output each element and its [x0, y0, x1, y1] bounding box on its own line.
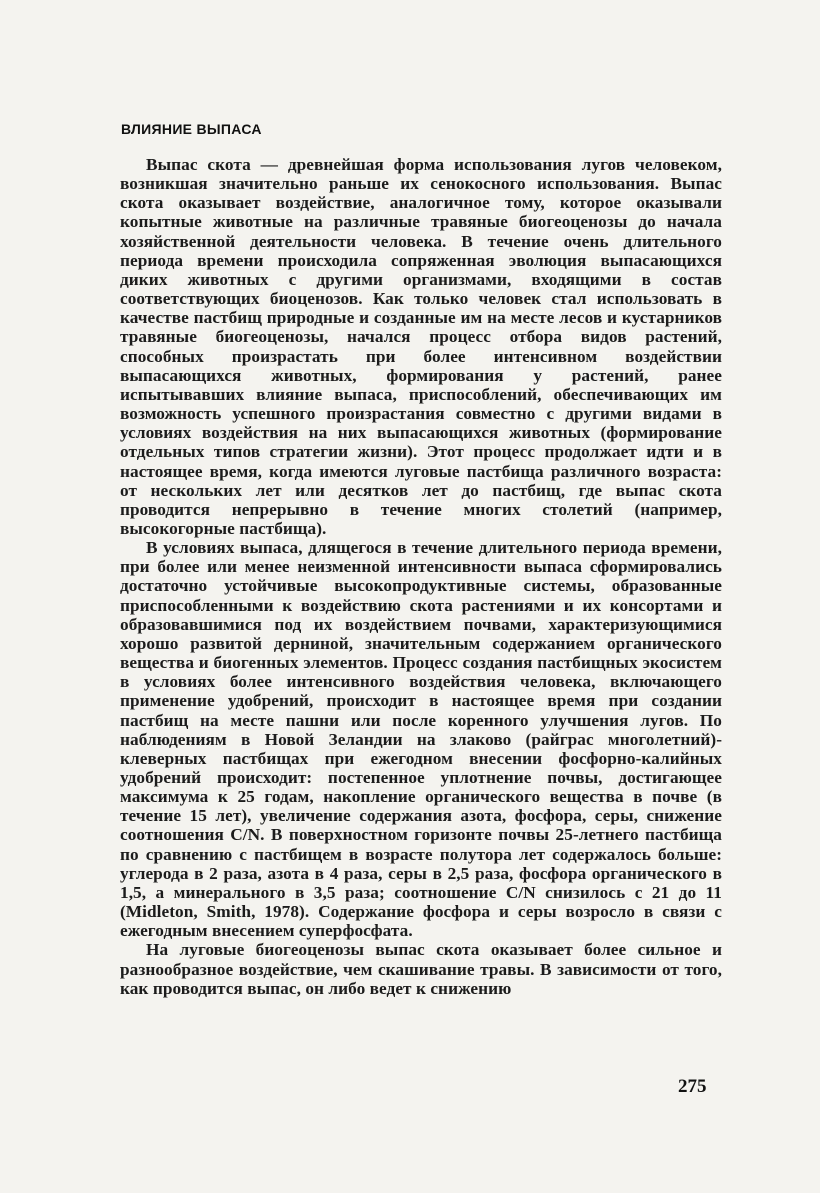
paragraph-1: Выпас скота — древнейшая форма использования лугов человеком, возникшая значительно раньше их сенокосного использования. Выпас скота оказывает воздействие, аналогичное тому, которое оказывали копытные животные на различные травяные биогеоценозы до начала хозяйственной деятельности человека. В течение очень длительного периода времени происходила сопряженная эволюция выпасающихся диких животных с другими организмами, входящими в состав соответствующих биоценозов. Как только человек стал использовать в качестве пастбищ природные и созданные им на месте лесов и кустарников травяные биогеоценозы, начался процесс отбора видов растений, способных произрастать при более интенсивном воздействии выпасающихся животных, формирования у растений, ранее испытывавших влияние выпаса, приспособлений, обеспечивающих им возможность успешного произрастания совместно с другими видами в условиях воздействия на них выпасающихся животных (формирование отдельных типов стратегии жизни). Этот процесс продолжает идти и в настоящее время, когда имеются луговые пастбища различного возраста: от нескольких лет или десятков лет до пастбищ, где выпас скота проводится непрерывно в течение многих столетий (например, высокогорные пастбища). [120, 155, 722, 538]
section-heading: ВЛИЯНИЕ ВЫПАСА [121, 121, 262, 137]
page-number: 275 [678, 1076, 707, 1097]
paragraph-2: В условиях выпаса, длящегося в течение длительного периода времени, при более или менее неизменной интенсивности выпаса сформировались достаточно устойчивые высокопродуктивные системы, образованные приспособленными к воздействию скота растениями и их консортами и образовавшимися под их воздействием почвами, характеризующимися хорошо развитой дерниной, значительным содержанием органического вещества и биогенных элементов. Процесс создания пастбищных экосистем в условиях более интенсивного воздействия человека, включающего применение удобрений, происходит в настоящее время при создании пастбищ на месте пашни или после коренного улучшения лугов. По наблюдениям в Новой Зеландии на злаково (райграс многолетний)-клеверных пастбищах при ежегодном внесении фосфорно-калийных удобрений происходит: постепенное уплотнение почвы, достигающее максимума к 25 годам, накопление органического вещества в почве (в течение 15 лет), увеличение содержания азота, фосфора, серы, снижение соотношения C/N. В поверхностном горизонте почвы 25-летнего пастбища по сравнению с пастбищем в возрасте полутора лет содержалось больше: углерода в 2 раза, азота в 4 раза, серы в 2,5 раза, фосфора органического в 1,5, а минерального в 3,5 раза; соотношение C/N снизилось с 21 до 11 (Midleton, Smith, 1978). Содержание фосфора и серы возросло в связи с ежегодным внесением суперфосфата. [120, 538, 722, 941]
paragraph-3: На луговые биогеоценозы выпас скота оказывает более сильное и разнообразное воздействие, чем скашивание травы. В зависимости от того, как проводится выпас, он либо ведет к снижению [120, 940, 722, 998]
body-text [120, 155, 722, 998]
